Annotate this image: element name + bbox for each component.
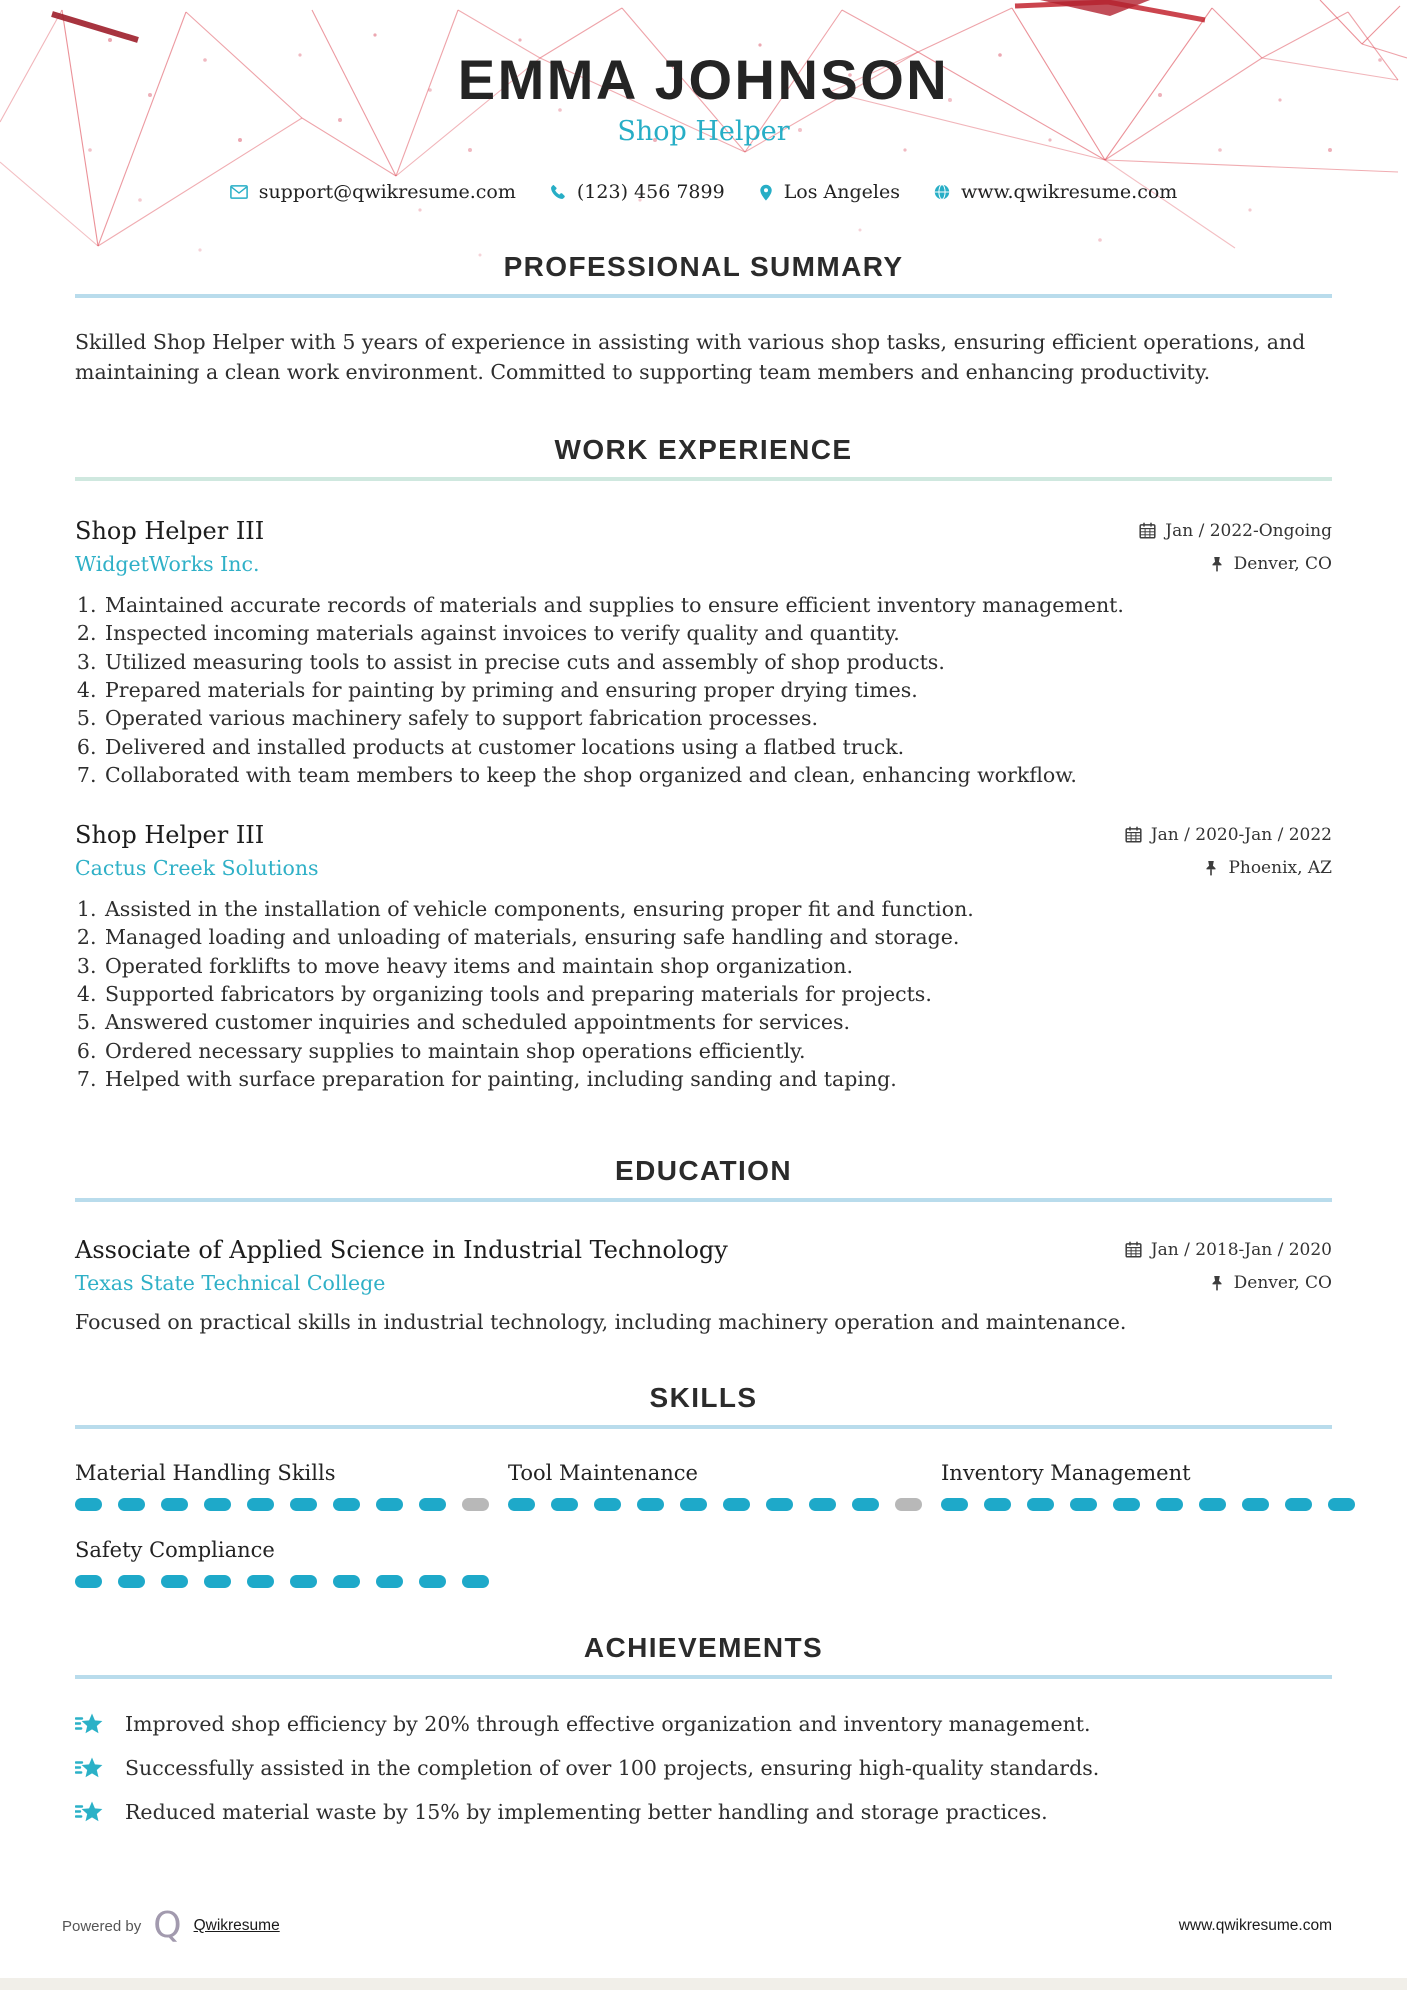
education-dates-text: Jan / 2018-Jan / 2020 <box>1150 1239 1332 1260</box>
education-location-text: Denver, CO <box>1233 1273 1332 1294</box>
contact-phone[interactable] <box>550 181 725 203</box>
skills-grid <box>75 1461 1332 1588</box>
skill-level-dash <box>895 1498 922 1511</box>
skill-level-dash <box>766 1498 793 1511</box>
skill-item <box>75 1461 508 1511</box>
contact-location-text: Los Angeles <box>783 181 900 204</box>
contact-email-text: support@qwikresume.com <box>258 181 516 204</box>
pushpin-icon <box>1209 556 1225 572</box>
job-bullet: 2. Inspected incoming materials against invoices to verify quality and quantity. <box>103 619 1332 647</box>
job-company: Cactus Creek Solutions <box>75 856 319 881</box>
skill-name: Inventory Management <box>941 1461 1191 1486</box>
section-professional-summary <box>75 251 1332 388</box>
section-education <box>75 1155 1332 1334</box>
education-entry <box>75 1236 1332 1334</box>
page-footer <box>62 1905 1332 1946</box>
achievement-text: Successfully assisted in the completion of over 100 projects, ensuring high-quality standards. <box>125 1755 1100 1780</box>
job-dates <box>1139 521 1332 541</box>
calendar-icon <box>1125 826 1142 843</box>
skill-level-dash <box>161 1498 188 1511</box>
job-title: Shop Helper III <box>75 517 265 546</box>
job-bullet: 6. Ordered necessary supplies to maintain shop operations efficiently. <box>103 1037 1332 1065</box>
skill-level-dash <box>680 1498 707 1511</box>
job-bullet: 7. Collaborated with team members to keep the shop organized and clean, enhancing workflow. <box>103 761 1332 789</box>
skill-level-dash <box>1199 1498 1226 1511</box>
section-divider <box>75 1675 1332 1679</box>
job-bullet: 7. Helped with surface preparation for painting, including sanding and taping. <box>103 1065 1332 1093</box>
contact-location <box>759 181 900 203</box>
job-bullet: 1. Maintained accurate records of materials and supplies to ensure efficient inventory management. <box>103 591 1332 619</box>
job-dates <box>1125 825 1332 845</box>
powered-by-label: Powered by <box>62 1917 142 1935</box>
achievement-item <box>75 1755 1332 1780</box>
section-achievements <box>75 1632 1332 1824</box>
achievement-text: Improved shop efficiency by 20% through effective organization and inventory management. <box>125 1711 1091 1736</box>
calendar-icon <box>1139 522 1156 539</box>
education-dates <box>1125 1240 1332 1260</box>
job-bullet: 2. Managed loading and unloading of materials, ensuring safe handling and storage. <box>103 923 1332 951</box>
qwikresume-logo: Q <box>153 1905 182 1946</box>
skill-level-dash <box>333 1498 360 1511</box>
section-heading-education: EDUCATION <box>615 1155 792 1187</box>
skill-level-dash <box>118 1498 145 1511</box>
job-location-text: Denver, CO <box>1233 554 1332 575</box>
skill-level-dash <box>419 1575 446 1588</box>
job-bullet: 3. Utilized measuring tools to assist in precise cuts and assembly of shop products. <box>103 648 1332 676</box>
star-icon <box>75 1755 103 1780</box>
skill-name: Tool Maintenance <box>508 1461 698 1486</box>
skill-level-dash <box>462 1498 489 1511</box>
job-bullet: 6. Delivered and installed products at customer locations using a flatbed truck. <box>103 733 1332 761</box>
star-icon <box>75 1799 103 1824</box>
achievement-item <box>75 1799 1332 1824</box>
skill-level-dash <box>1242 1498 1269 1511</box>
skill-level-dash <box>1328 1498 1355 1511</box>
skill-level-dash <box>462 1575 489 1588</box>
pushpin-icon <box>1203 860 1219 876</box>
section-divider <box>75 294 1332 298</box>
skill-level-dash <box>204 1575 231 1588</box>
qwikresume-brand-link[interactable]: Qwikresume <box>193 1917 280 1934</box>
skill-level-dash <box>1156 1498 1183 1511</box>
bottom-edge-strip <box>0 1978 1407 1990</box>
section-work-experience <box>75 434 1332 1093</box>
candidate-job-title: Shop Helper <box>617 116 790 148</box>
skill-level-dash <box>984 1498 1011 1511</box>
envelope-icon <box>230 185 248 199</box>
skill-name: Material Handling Skills <box>75 1461 336 1486</box>
skill-level-dash <box>1027 1498 1054 1511</box>
job-location <box>1203 858 1332 878</box>
skill-level-dash <box>290 1575 317 1588</box>
section-heading-skills: SKILLS <box>649 1382 758 1414</box>
education-location <box>1209 1273 1332 1293</box>
job-bullet: 5. Operated various machinery safely to support fabrication processes. <box>103 704 1332 732</box>
skill-level-bar <box>508 1498 941 1511</box>
job-company: WidgetWorks Inc. <box>75 552 260 577</box>
skill-level-dash <box>508 1498 535 1511</box>
calendar-icon <box>1125 1241 1142 1258</box>
achievement-item <box>75 1711 1332 1736</box>
footer-website-link[interactable]: www.qwikresume.com <box>1178 1917 1332 1934</box>
skill-level-dash <box>290 1498 317 1511</box>
skill-level-dash <box>247 1498 274 1511</box>
resume-header <box>75 50 1332 203</box>
job-location <box>1209 554 1332 574</box>
contact-row <box>75 181 1332 203</box>
job-bullet: 4. Prepared materials for painting by priming and ensuring proper drying times. <box>103 676 1332 704</box>
job-bullet: 4. Supported fabricators by organizing tools and preparing materials for projects. <box>103 980 1332 1008</box>
job-dates-text: Jan / 2022-Ongoing <box>1165 520 1332 541</box>
skill-level-dash <box>1070 1498 1097 1511</box>
skill-level-dash <box>75 1498 102 1511</box>
section-heading-experience: WORK EXPERIENCE <box>554 434 853 466</box>
job-bullet: 3. Operated forklifts to move heavy items and maintain shop organization. <box>103 952 1332 980</box>
skill-name: Safety Compliance <box>75 1538 275 1563</box>
section-heading-summary: PROFESSIONAL SUMMARY <box>503 251 904 283</box>
skill-level-dash <box>376 1575 403 1588</box>
job-bullet: 1. Assisted in the installation of vehicle components, ensuring proper fit and function. <box>103 895 1332 923</box>
job-bullet-list <box>75 895 1332 1093</box>
skill-level-dash <box>809 1498 836 1511</box>
skill-level-dash <box>204 1498 231 1511</box>
contact-website[interactable] <box>934 181 1177 203</box>
skill-level-dash <box>594 1498 621 1511</box>
education-description: Focused on practical skills in industrial technology, including machinery operation and maintenance. <box>75 1310 1127 1335</box>
candidate-name: EMMA JOHNSON <box>457 48 950 111</box>
pushpin-icon <box>1209 1275 1225 1291</box>
skill-level-dash <box>419 1498 446 1511</box>
education-school: Texas State Technical College <box>75 1271 386 1296</box>
skill-level-dash <box>551 1498 578 1511</box>
skill-level-dash <box>247 1575 274 1588</box>
skill-item <box>508 1461 941 1511</box>
skill-level-dash <box>1113 1498 1140 1511</box>
skill-level-dash <box>1285 1498 1312 1511</box>
job-bullet-list <box>75 591 1332 789</box>
skill-level-dash <box>75 1575 102 1588</box>
map-pin-icon <box>759 184 773 201</box>
job-location-text: Phoenix, AZ <box>1228 858 1332 879</box>
job-entry <box>75 821 1332 1093</box>
skill-level-dash <box>852 1498 879 1511</box>
skill-level-dash <box>941 1498 968 1511</box>
star-icon <box>75 1711 103 1736</box>
powered-by-block <box>62 1905 280 1946</box>
section-divider <box>75 477 1332 481</box>
skill-level-bar <box>75 1498 508 1511</box>
skill-item <box>941 1461 1355 1511</box>
contact-phone-text: (123) 456 7899 <box>576 181 725 204</box>
job-dates-text: Jan / 2020-Jan / 2022 <box>1150 824 1332 845</box>
achievement-text: Reduced material waste by 15% by implementing better handling and storage practices. <box>125 1799 1048 1824</box>
job-bullet: 5. Answered customer inquiries and scheduled appointments for services. <box>103 1008 1332 1036</box>
section-skills <box>75 1382 1332 1588</box>
skill-level-dash <box>161 1575 188 1588</box>
skill-level-dash <box>723 1498 750 1511</box>
contact-website-text: www.qwikresume.com <box>960 181 1178 204</box>
skill-level-dash <box>376 1498 403 1511</box>
contact-email[interactable] <box>230 181 516 203</box>
section-divider <box>75 1198 1332 1202</box>
summary-text: Skilled Shop Helper with 5 years of experience in assisting with various shop tasks, ensuring efficient operations, and maintaining a clean work environment. Committed to supporting team members and enhancing productivity. <box>75 330 1306 385</box>
job-entry <box>75 517 1332 789</box>
education-degree: Associate of Applied Science in Industrial Technology <box>75 1236 728 1265</box>
skill-level-dash <box>118 1575 145 1588</box>
job-title: Shop Helper III <box>75 821 265 850</box>
skill-level-bar <box>75 1575 508 1588</box>
skill-item <box>75 1538 508 1588</box>
skill-level-dash <box>333 1575 360 1588</box>
globe-icon <box>934 184 950 200</box>
phone-icon <box>550 184 566 200</box>
skill-level-bar <box>941 1498 1355 1511</box>
achievements-list <box>75 1711 1332 1824</box>
section-heading-achievements: ACHIEVEMENTS <box>583 1632 824 1664</box>
skill-level-dash <box>637 1498 664 1511</box>
section-divider <box>75 1425 1332 1429</box>
